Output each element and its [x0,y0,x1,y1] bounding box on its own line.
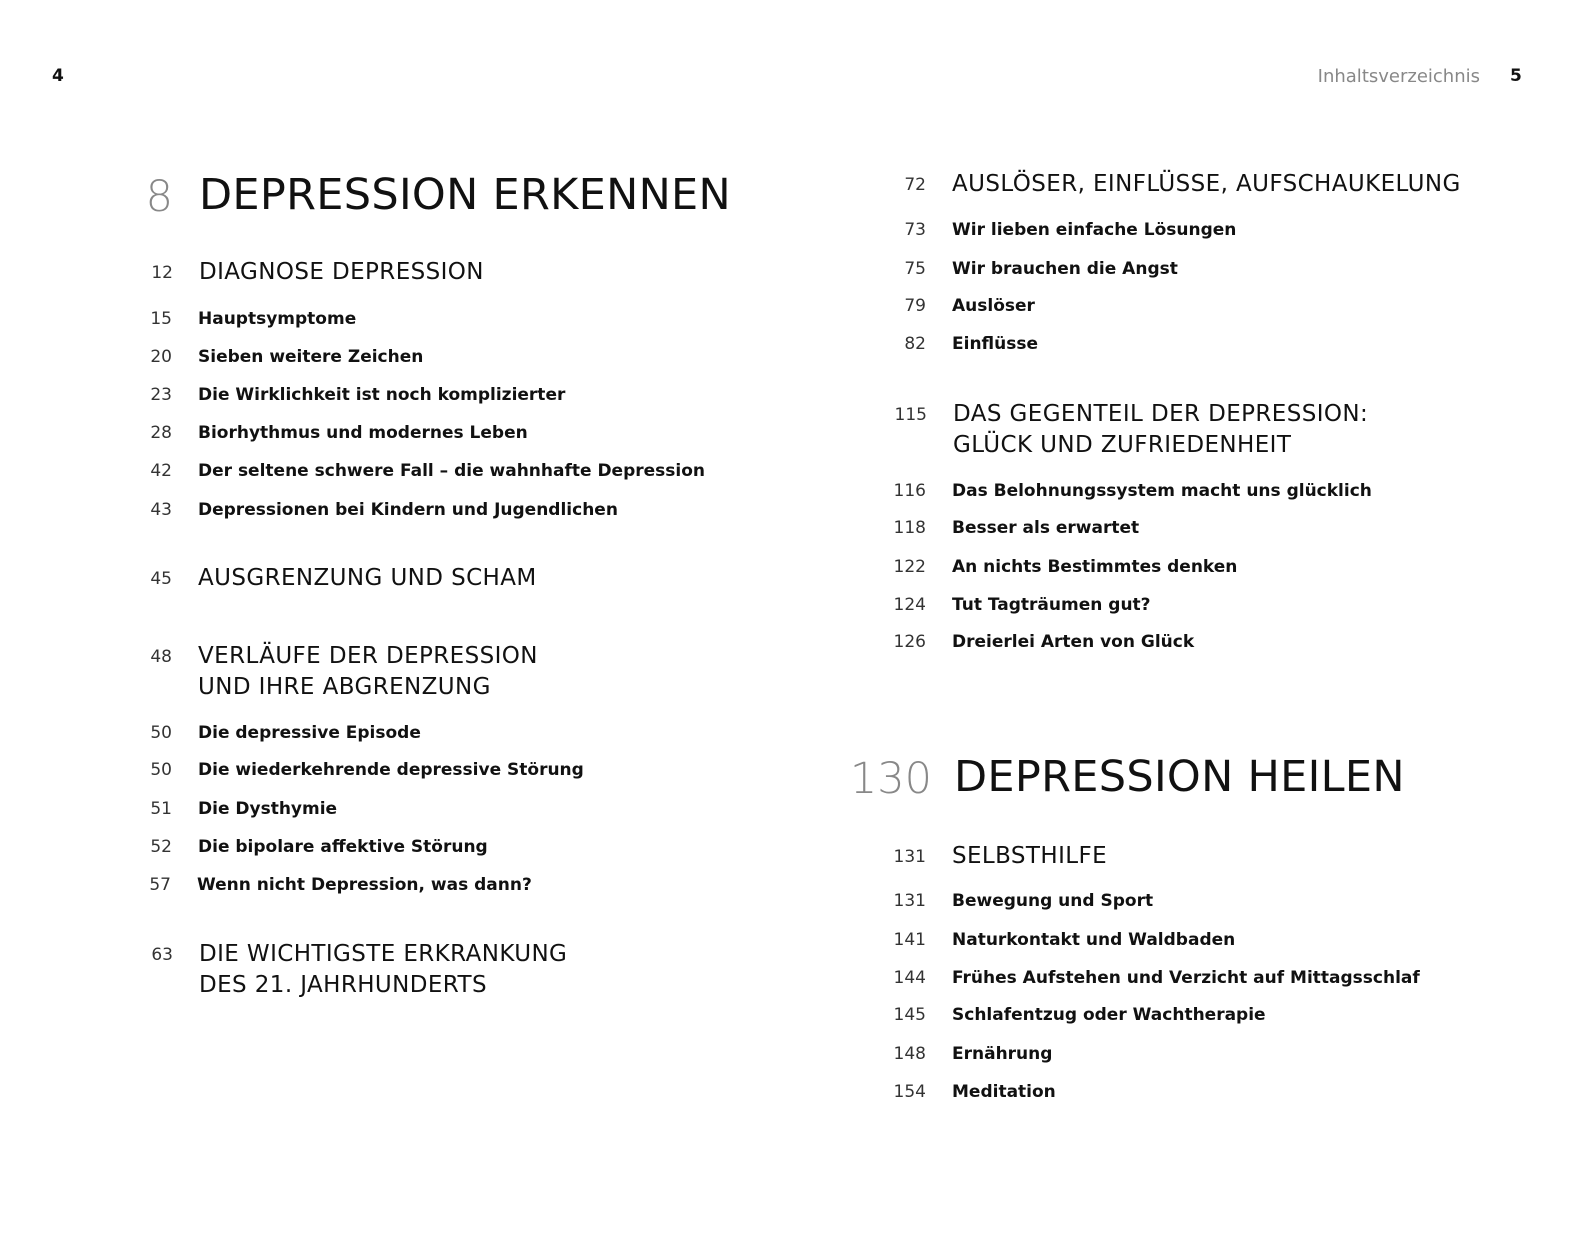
toc-item[interactable] [904,295,1035,317]
toc-page-number: 50 [150,760,172,780]
toc-section[interactable] [150,563,537,594]
toc-item[interactable] [893,929,1236,951]
toc-item[interactable] [904,219,1237,241]
toc-page-number: 141 [893,930,926,950]
toc-section-title: DIAGNOSE DEPRESSION [199,259,484,285]
toc-item[interactable] [893,1081,1056,1103]
toc-item-title: Tut Tagträumen gut? [952,595,1151,615]
toc-item-title: Hauptsymptome [198,309,357,329]
toc-item-title: Depressionen bei Kindern und Jugendlichen [198,500,618,520]
toc-page-number: 145 [893,1005,926,1025]
toc-item-title: Die bipolare affektive Störung [198,837,488,857]
toc-item[interactable] [150,759,584,781]
toc-section[interactable] [894,399,1369,461]
toc-item-title: Wir lieben einfache Lösungen [952,220,1237,240]
toc-page-number: 57 [149,875,171,895]
toc-item-title: Die Dysthymie [198,799,338,819]
toc-page-number: 131 [893,891,926,911]
toc-section[interactable] [150,641,538,703]
toc-item-title: Das Belohnungssystem macht uns glücklich [952,481,1372,501]
toc-item[interactable] [904,333,1039,355]
toc-page-number: 12 [151,263,173,283]
toc-item[interactable] [150,798,338,820]
toc-item[interactable] [904,258,1178,280]
toc-page-number: 130 [849,754,932,804]
toc-page-number: 52 [150,837,172,857]
toc-item-title: Die Wirklichkeit ist noch komplizierter [198,385,566,405]
toc-section-title-line1: DAS GEGENTEIL DER DEPRESSION: [953,401,1369,427]
toc-item-title: Schlafentzug oder Wachtherapie [952,1005,1266,1025]
toc-page-number: 154 [893,1082,926,1102]
toc-page-number: 79 [904,296,926,316]
toc-item[interactable] [893,1043,1053,1065]
toc-section-title-line1: VERLÄUFE DER DEPRESSION [198,643,538,669]
toc-item[interactable] [893,967,1420,989]
toc-page-number: 8 [145,172,173,222]
toc-section-title: AUSLÖSER, EINFLÜSSE, AUFSCHAUKELUNG [952,171,1461,197]
toc-item-title: Meditation [952,1082,1056,1102]
toc-page-number: 116 [893,481,926,501]
toc-item-title: Einflüsse [952,334,1039,354]
toc-item[interactable] [893,1004,1266,1026]
toc-item[interactable] [150,460,706,482]
toc-item-title: Auslöser [952,296,1035,316]
toc-page-number: 131 [893,847,926,867]
toc-item[interactable] [893,480,1372,502]
toc-item-title: Die wiederkehrende depressive Störung [198,760,584,780]
toc-item-title: Dreierlei Arten von Glück [952,632,1195,652]
toc-section-title: AUSGRENZUNG UND SCHAM [198,565,537,591]
toc-page-number: 23 [150,385,172,405]
toc-page-number: 72 [904,175,926,195]
toc-item-title: Naturkontakt und Waldbaden [952,930,1236,950]
toc-item[interactable] [150,308,357,330]
toc-page-number: 126 [893,632,926,652]
toc-item[interactable] [893,631,1195,653]
toc-page-number: 73 [904,220,926,240]
right-page-number: 5 [1510,66,1522,86]
toc-section[interactable] [151,257,484,288]
toc-item[interactable] [149,874,532,896]
toc-chapter-title: DEPRESSION HEILEN [954,752,1405,802]
toc-item[interactable] [893,517,1140,539]
toc-section-title: SELBSTHILFE [952,843,1108,869]
toc-page-number: 51 [150,799,172,819]
toc-page-number: 124 [893,595,926,615]
toc-chapter[interactable] [849,752,1405,804]
toc-item[interactable] [893,594,1151,616]
toc-page-number: 48 [150,647,172,667]
toc-item-title: Besser als erwartet [952,518,1140,538]
toc-item-title: Wenn nicht Depression, was dann? [197,875,532,895]
toc-section-title-line2: UND IHRE ABGRENZUNG [198,674,491,700]
toc-item-title: Ernährung [952,1044,1053,1064]
toc-section[interactable] [893,841,1108,872]
toc-chapter[interactable] [145,170,731,222]
toc-page-number: 75 [904,259,926,279]
toc-item[interactable] [893,556,1238,578]
toc-item[interactable] [150,836,488,858]
toc-section-title-line1: DIE WICHTIGSTE ERKRANKUNG [199,941,568,967]
toc-page-number: 115 [894,405,927,425]
toc-page-number: 28 [150,423,172,443]
toc-item[interactable] [150,499,618,521]
toc-item-title: Die depressive Episode [198,723,421,743]
toc-page-number: 20 [150,347,172,367]
toc-item[interactable] [150,722,421,744]
toc-item-title: Sieben weitere Zeichen [198,347,424,367]
toc-chapter-title: DEPRESSION ERKENNEN [199,170,731,220]
toc-section-title-line2: GLÜCK UND ZUFRIEDENHEIT [953,432,1292,458]
toc-section[interactable] [904,169,1461,200]
toc-item-title: An nichts Bestimmtes denken [952,557,1238,577]
toc-page-number: 63 [151,945,173,965]
running-head: Inhaltsverzeichnis [1317,66,1480,87]
toc-page-number: 45 [150,569,172,589]
toc-section-title-line2: DES 21. JAHRHUNDERTS [199,972,487,998]
toc-page-number: 42 [150,461,172,481]
toc-page-number: 43 [150,500,172,520]
toc-item[interactable] [150,384,566,406]
toc-item-title: Biorhythmus und modernes Leben [198,423,528,443]
toc-item-title: Frühes Aufstehen und Verzicht auf Mittagsschlaf [952,968,1420,988]
left-page-number: 4 [52,66,64,86]
toc-item[interactable] [150,346,424,368]
toc-item[interactable] [150,422,528,444]
toc-item-title: Bewegung und Sport [952,891,1154,911]
toc-page-number: 144 [893,968,926,988]
toc-page-number: 122 [893,557,926,577]
toc-page-number: 82 [904,334,926,354]
toc-page-number: 148 [893,1044,926,1064]
toc-section[interactable] [151,939,568,1001]
toc-item[interactable] [893,890,1154,912]
toc-page-number: 50 [150,723,172,743]
toc-page-number: 15 [150,309,172,329]
toc-page-number: 118 [893,518,926,538]
toc-item-title: Der seltene schwere Fall – die wahnhafte Depression [198,461,706,481]
toc-item-title: Wir brauchen die Angst [952,259,1178,279]
